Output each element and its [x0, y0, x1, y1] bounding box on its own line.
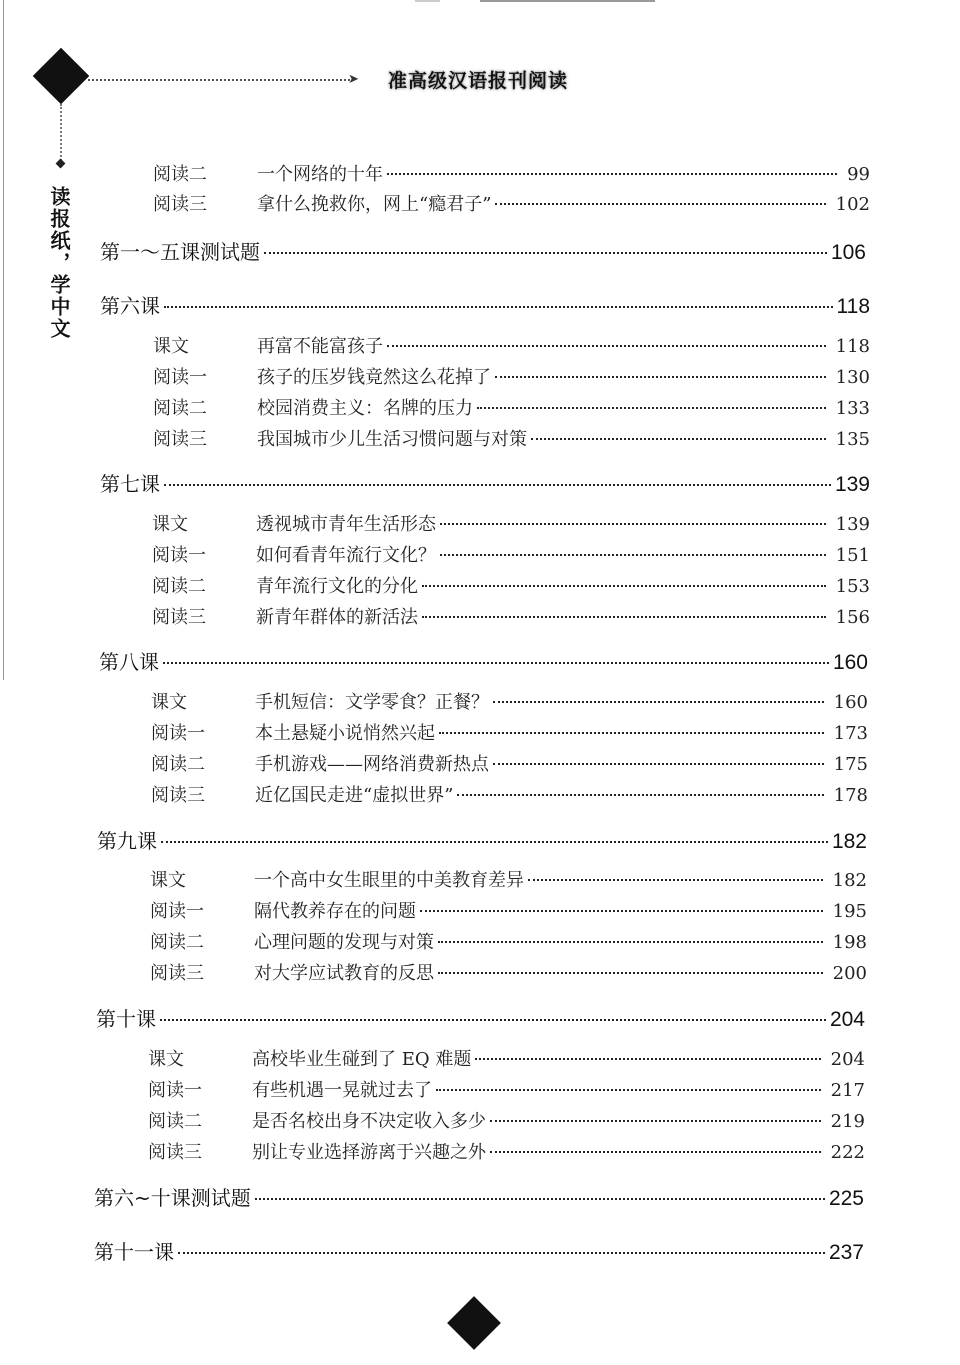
dot-leader — [436, 1089, 821, 1091]
toc-chapter-entry[interactable] — [94, 1182, 864, 1211]
footer-diamond-icon — [447, 1296, 501, 1350]
toc-sub-entry[interactable] — [153, 160, 870, 186]
toc-sub-entry[interactable] — [152, 510, 870, 536]
entry-kind: 阅读二 — [153, 164, 207, 185]
entry-page-number: 102 — [835, 194, 870, 215]
dot-leader — [163, 662, 829, 664]
toc-sub-entry[interactable] — [150, 928, 867, 954]
dot-leader — [439, 732, 824, 734]
entry-page-number: 175 — [833, 754, 868, 775]
dot-leader — [164, 484, 831, 486]
entry-kind: 阅读三 — [153, 194, 207, 215]
entry-title: 青年流行文化的分化 — [256, 576, 418, 597]
entry-page-number: 160 — [833, 692, 868, 713]
toc-sub-entry[interactable] — [153, 363, 870, 389]
entry-kind: 阅读二 — [148, 1111, 202, 1132]
entry-title: 心理问题的发现与对策 — [254, 932, 434, 953]
dot-leader — [422, 585, 826, 587]
toc-sub-entry[interactable] — [153, 425, 870, 451]
entry-page-number: 139 — [835, 514, 870, 535]
toc-chapter-entry[interactable] — [96, 1003, 865, 1032]
entry-page-number: 133 — [835, 398, 870, 419]
toc-chapter-entry[interactable] — [94, 1236, 864, 1265]
entry-page-number: 160 — [832, 651, 868, 674]
dot-leader — [264, 252, 827, 254]
toc-sub-entry[interactable] — [151, 719, 868, 745]
entry-kind: 课文 — [151, 692, 187, 713]
page-edge-rule — [3, 0, 4, 680]
entry-page-number: 225 — [828, 1187, 864, 1210]
toc-sub-entry[interactable] — [153, 332, 870, 358]
dot-leader — [440, 554, 826, 556]
entry-title: 第八课 — [99, 650, 159, 674]
entry-page-number: 178 — [833, 785, 868, 806]
entry-kind: 阅读二 — [152, 576, 206, 597]
dot-leader — [495, 376, 826, 378]
entry-title: 近亿国民走进“虚拟世界” — [255, 785, 454, 806]
entry-kind: 课文 — [150, 870, 186, 891]
entry-kind: 课文 — [152, 514, 188, 535]
toc-sub-entry[interactable] — [148, 1107, 865, 1133]
entry-title: 有些机遇一晃就过去了 — [252, 1080, 432, 1101]
dot-leader — [493, 701, 824, 703]
entry-page-number: 135 — [835, 429, 870, 450]
dot-leader — [438, 972, 823, 974]
dot-leader — [490, 1120, 821, 1122]
entry-title: 第九课 — [97, 829, 157, 853]
entry-kind: 课文 — [153, 336, 189, 357]
scan-edge-mark — [415, 0, 440, 2]
toc-sub-entry[interactable] — [148, 1138, 865, 1164]
entry-page-number: 153 — [835, 576, 870, 597]
dot-leader — [475, 1058, 820, 1060]
entry-page-number: 130 — [835, 367, 870, 388]
toc-chapter-entry[interactable] — [99, 646, 868, 675]
dot-leader — [531, 438, 826, 440]
entry-page-number: 182 — [831, 830, 867, 853]
entry-title: 本土悬疑小说悄然兴起 — [255, 723, 435, 744]
entry-kind: 阅读三 — [152, 607, 206, 628]
dot-leader — [420, 910, 823, 912]
entry-title: 对大学应试教育的反思 — [254, 963, 434, 984]
dot-leader — [160, 1019, 826, 1021]
entry-kind: 阅读一 — [150, 901, 204, 922]
entry-title: 第七课 — [100, 472, 160, 496]
entry-title: 校园消费主义：名牌的压力 — [257, 398, 473, 419]
book-title: 准高级汉语报刊阅读 — [388, 70, 569, 92]
dot-leader — [164, 306, 833, 308]
entry-title: 再富不能富孩子 — [257, 336, 383, 357]
entry-page-number: 200 — [832, 963, 867, 984]
entry-title: 一个高中女生眼里的中美教育差异 — [254, 870, 524, 891]
entry-page-number: 217 — [830, 1080, 865, 1101]
toc-chapter-entry[interactable] — [100, 236, 866, 265]
entry-kind: 阅读一 — [152, 545, 206, 566]
toc-sub-entry[interactable] — [152, 572, 870, 598]
dot-leader — [387, 345, 826, 347]
entry-kind: 阅读三 — [150, 963, 204, 984]
entry-title: 手机短信：文学零食？正餐？ — [255, 692, 489, 713]
toc-sub-entry[interactable] — [151, 781, 868, 807]
header-dotted-line — [88, 79, 350, 81]
dot-leader — [477, 407, 826, 409]
entry-page-number: 118 — [836, 295, 870, 318]
entry-title: 第六~十课测试题 — [94, 1186, 251, 1210]
entry-title: 别让专业选择游离于兴趣之外 — [252, 1142, 486, 1163]
entry-title: 第一～五课测试题 — [100, 240, 260, 264]
entry-kind: 阅读一 — [153, 367, 207, 388]
toc-sub-entry[interactable] — [148, 1076, 865, 1102]
entry-kind: 阅读一 — [151, 723, 205, 744]
dot-leader — [440, 523, 826, 525]
entry-title: 拿什么挽救你，网上“瘾君子” — [257, 194, 492, 215]
scan-edge-mark — [480, 0, 655, 2]
vertical-dotted-line — [60, 104, 62, 164]
entry-title: 透视城市青年生活形态 — [256, 514, 436, 535]
entry-page-number: 237 — [828, 1241, 864, 1264]
entry-kind: 阅读一 — [148, 1080, 202, 1101]
dot-leader — [438, 941, 823, 943]
entry-title: 第六课 — [100, 294, 160, 318]
toc-chapter-entry[interactable] — [97, 825, 867, 854]
toc-sub-entry[interactable] — [151, 688, 868, 714]
toc-sub-entry[interactable] — [151, 750, 868, 776]
entry-kind: 课文 — [148, 1049, 184, 1070]
toc-sub-entry[interactable] — [152, 541, 870, 567]
dot-leader — [495, 203, 825, 205]
entry-title: 第十一课 — [94, 1240, 174, 1264]
entry-kind: 阅读二 — [150, 932, 204, 953]
dot-leader — [161, 841, 828, 843]
toc-sub-entry[interactable] — [150, 897, 867, 923]
side-motto: 读报纸，学中文 — [47, 186, 71, 340]
header-diamond-icon — [33, 48, 90, 105]
dot-leader — [255, 1198, 825, 1200]
entry-title: 孩子的压岁钱竟然这么花掉了 — [257, 367, 491, 388]
toc-sub-entry[interactable] — [150, 959, 867, 985]
entry-page-number: 156 — [835, 607, 870, 628]
entry-title: 是否名校出身不决定收入多少 — [252, 1111, 486, 1132]
entry-title: 新青年群体的新活法 — [256, 607, 418, 628]
entry-title: 一个网络的十年 — [257, 164, 383, 185]
entry-title: 如何看青年流行文化？ — [256, 545, 436, 566]
dot-leader — [422, 616, 826, 618]
entry-title: 高校毕业生碰到了 EQ 难题 — [252, 1049, 472, 1070]
entry-kind: 阅读三 — [151, 785, 205, 806]
entry-page-number: 151 — [835, 545, 870, 566]
entry-kind: 阅读三 — [153, 429, 207, 450]
toc-chapter-entry[interactable] — [100, 468, 870, 497]
entry-title: 手机游戏——网络消费新热点 — [255, 754, 489, 775]
toc-chapter-entry[interactable] — [100, 290, 870, 319]
entry-kind: 阅读二 — [151, 754, 205, 775]
entry-title: 我国城市少儿生活习惯问题与对策 — [257, 429, 527, 450]
entry-kind: 阅读三 — [148, 1142, 202, 1163]
dot-leader — [387, 173, 837, 175]
entry-title: 隔代教养存在的问题 — [254, 901, 416, 922]
entry-page-number: 204 — [830, 1049, 865, 1070]
toc-sub-entry[interactable] — [148, 1045, 865, 1071]
entry-title: 第十课 — [96, 1007, 156, 1031]
toc-sub-entry[interactable] — [153, 394, 870, 420]
dot-leader — [528, 879, 823, 881]
entry-page-number: 118 — [835, 336, 870, 357]
entry-page-number: 204 — [829, 1008, 865, 1031]
entry-page-number: 219 — [830, 1111, 865, 1132]
dot-leader — [457, 794, 823, 796]
entry-page-number: 195 — [832, 901, 867, 922]
entry-kind: 阅读二 — [153, 398, 207, 419]
arrow-right-icon: ➤ — [348, 72, 359, 87]
entry-page-number: 99 — [847, 164, 870, 185]
small-diamond-icon — [56, 159, 66, 169]
dot-leader — [490, 1151, 821, 1153]
dot-leader — [493, 763, 824, 765]
entry-page-number: 222 — [830, 1142, 865, 1163]
entry-page-number: 139 — [834, 473, 870, 496]
entry-page-number: 198 — [832, 932, 867, 953]
toc-sub-entry[interactable] — [150, 866, 867, 892]
toc-sub-entry[interactable] — [152, 603, 870, 629]
toc-sub-entry[interactable] — [153, 190, 870, 216]
dot-leader — [178, 1252, 825, 1254]
entry-page-number: 173 — [833, 723, 868, 744]
entry-page-number: 106 — [830, 241, 866, 264]
entry-page-number: 182 — [832, 870, 867, 891]
